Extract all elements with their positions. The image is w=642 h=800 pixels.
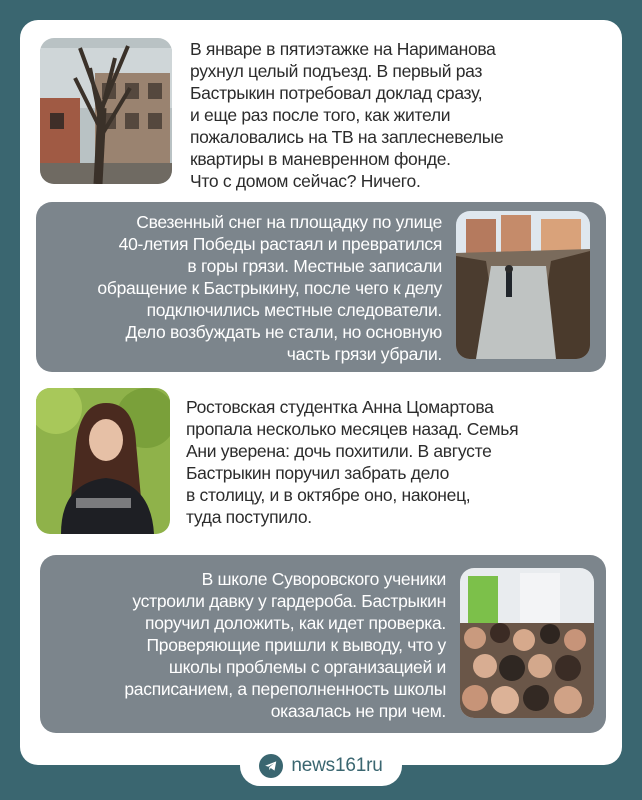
story-card-school-crush <box>40 555 606 733</box>
footer-brand-badge[interactable] <box>240 746 402 786</box>
story-text-collapsed-building: В январе в пятиэтажке на Нариманова рухнул целый подъезд. В первый раз Бастрыкин потребовал доклад сразу, и еще раз после того, как жители пожаловались на ТВ на заплесневелые квартиры в маневренном фонде. Что с домом сейчас? Ничего. <box>190 39 504 191</box>
telegram-icon <box>259 754 283 778</box>
photo-school-crowd <box>460 568 594 718</box>
story-card-missing-student <box>36 384 606 539</box>
story-text-melted-snow: Свезенный снег на площадку по улице 40-летия Победы растаял и превратился в горы грязи. Местные записали обращение к Бастрыкину, после чего к делу подключились местные следователи. Дело возбуждать не стали, но основную часть грязи убрали. <box>97 212 442 364</box>
photo-mud-street <box>456 211 590 359</box>
story-card-melted-snow <box>36 202 606 372</box>
brand-label: news161ru <box>291 755 383 776</box>
story-card-collapsed-building <box>36 34 606 192</box>
story-text-school-crush: В школе Суворовского ученики устроили давку у гардероба. Бастрыкин поручил доложить, как идет проверка. Проверяющие пришли к выводу, что у школы проблемы с организацией и расписанием, а переполненность школы оказалась не при чем. <box>124 569 446 721</box>
story-text-missing-student: Ростовская студентка Анна Цомартова пропала несколько месяцев назад. Семья Ани уверена: дочь похитили. В августе Бастрыкин поручил забрать дело в столицу, и в октябре оно, наконец, туда поступило. <box>186 397 519 527</box>
photo-anna-tsomartova <box>36 388 170 534</box>
photo-collapsed-building <box>40 38 172 184</box>
